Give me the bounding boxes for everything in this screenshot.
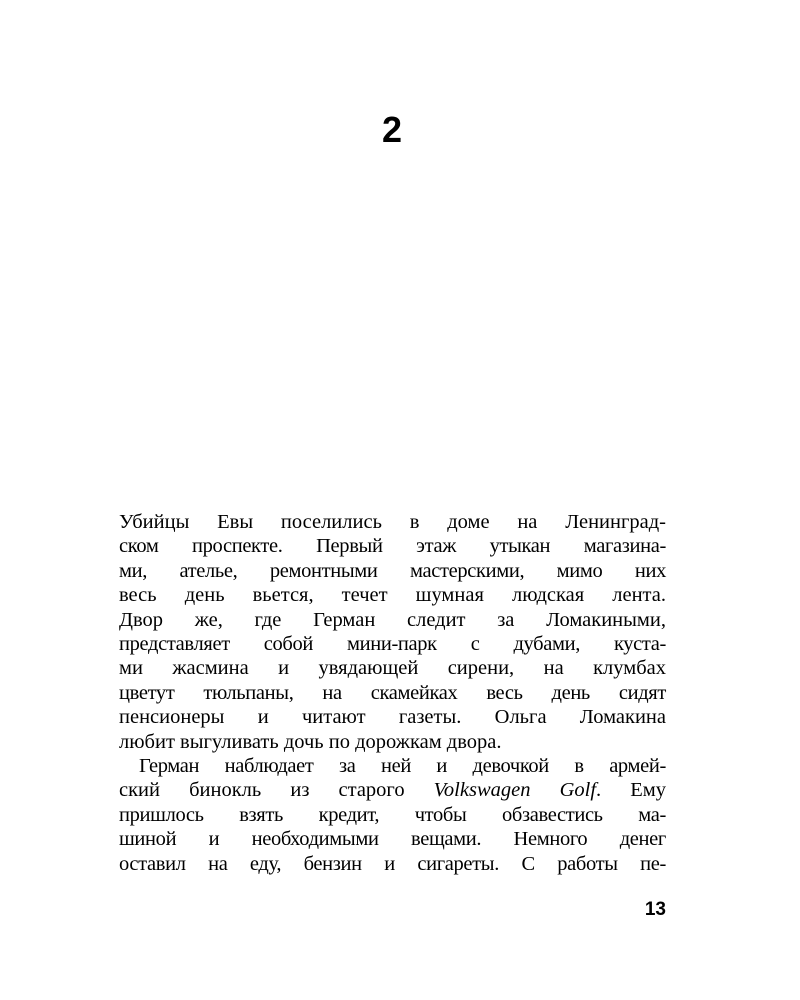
text-line: ми, ателье, ремонтными мастерскими, мимо них <box>119 559 666 582</box>
text-line-mixed <box>119 778 666 802</box>
page-number: 13 <box>644 899 666 920</box>
text-line: пенсионеры и читают газеты. Ольга Ломакина <box>119 706 666 729</box>
text-line: представляет собой мини-парк с дубами, куста- <box>119 633 666 656</box>
text-line: ми жасмина и увядающей сирени, на клумбах <box>119 657 666 680</box>
text-line: любит выгуливать дочь по дорожкам двора. <box>119 730 502 753</box>
text-segment: . Ему <box>596 779 666 802</box>
text-segment: ский бинокль из старого <box>119 779 434 802</box>
text-line: Убийцы Евы поселились в доме на Ленинград- <box>119 511 666 533</box>
car-model: Volkswagen Golf <box>433 779 597 802</box>
chapter-number: 2 <box>381 109 403 150</box>
paragraph-2 <box>119 754 666 876</box>
paragraph-1 <box>119 510 666 754</box>
text-line: цветут тюльпаны, на скамейках весь день сидят <box>119 681 666 704</box>
text-line: Герман наблюдает за ней и девочкой в армей- <box>139 755 666 778</box>
text-line: оставил на еду, бензин и сигареты. С работы пе- <box>119 852 666 875</box>
text-line: Двор же, где Герман следит за Ломакиными, <box>119 608 666 631</box>
body-text <box>119 510 666 876</box>
text-line: весь день вьется, течет шумная людская лента. <box>119 584 666 607</box>
text-line: пришлось взять кредит, чтобы обзавестись ма- <box>119 803 666 826</box>
text-line: шиной и необходимыми вещами. Немного денег <box>119 828 666 851</box>
text-line: ском проспекте. Первый этаж утыкан магазина- <box>119 535 666 558</box>
